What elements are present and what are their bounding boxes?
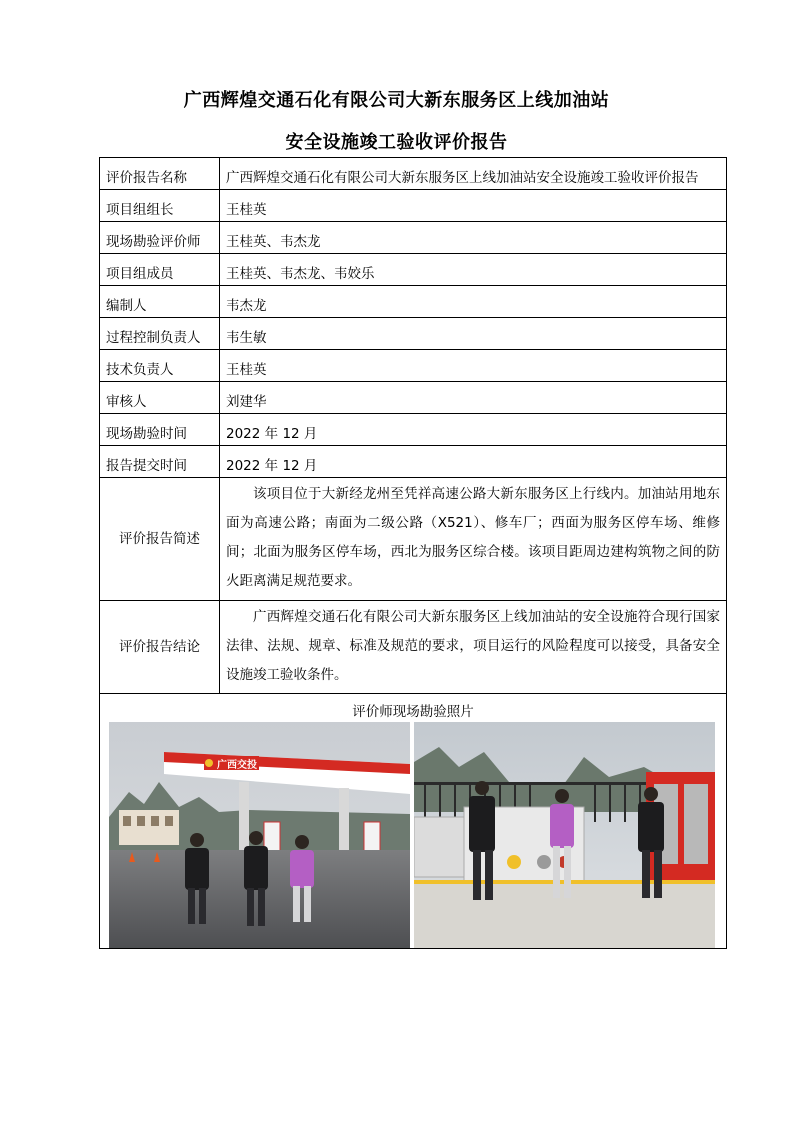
conclusion-text: 广西辉煌交通石化有限公司大新东服务区上线加油站的安全设施符合现行国家法律、法规、规章、标准及规范的要求，项目运行的风险程度可以接受，具备安全设施竣工验收条件。 — [220, 601, 727, 694]
table-row — [100, 190, 727, 222]
row-label: 现场勘验评价师 — [100, 222, 220, 254]
row-value: 王桂英、韦杰龙、韦姣乐 — [220, 254, 727, 286]
row-label: 报告提交时间 — [100, 446, 220, 478]
photos-caption: 评价师现场勘验照片 — [352, 704, 474, 720]
row-label: 项目组成员 — [100, 254, 220, 286]
table-row — [100, 446, 727, 478]
table-row — [100, 350, 727, 382]
report-info-table — [99, 157, 727, 949]
table-row — [100, 318, 727, 350]
row-label: 现场勘验时间 — [100, 414, 220, 446]
row-label: 过程控制负责人 — [100, 318, 220, 350]
row-value: 韦杰龙 — [220, 286, 727, 318]
table-row — [100, 254, 727, 286]
row-value: 王桂英、韦杰龙 — [220, 222, 727, 254]
row-value: 王桂英 — [220, 190, 727, 222]
row-label: 评价报告名称 — [100, 158, 220, 190]
row-label: 技术负责人 — [100, 350, 220, 382]
site-photo-canopy — [109, 722, 410, 948]
row-value: 王桂英 — [220, 350, 727, 382]
summary-label: 评价报告简述 — [100, 478, 220, 601]
canopy-sign-text: 广西交投 — [217, 760, 257, 771]
row-value: 韦生敏 — [220, 318, 727, 350]
row-value: 刘建华 — [220, 382, 727, 414]
photos-cell — [100, 694, 727, 949]
conclusion-row — [100, 601, 727, 694]
summary-row — [100, 478, 727, 601]
document-title-line1: 广西辉煌交通石化有限公司大新东服务区上线加油站 — [183, 90, 610, 111]
photos-row — [100, 694, 727, 949]
row-label: 审核人 — [100, 382, 220, 414]
table-row — [100, 414, 727, 446]
row-value: 2022 年 12 月 — [220, 414, 727, 446]
conclusion-label: 评价报告结论 — [100, 601, 220, 694]
row-value: 广西辉煌交通石化有限公司大新东服务区上线加油站安全设施竣工验收评价报告 — [220, 158, 727, 190]
summary-text: 该项目位于大新经龙州至凭祥高速公路大新东服务区上行线内。加油站用地东面为高速公路；南面为二级公路（X521）、修车厂；西面为服务区停车场、维修间；北面为服务区停车场，西北为服务区综合楼。该项目距周边建构筑物之间的防火距离满足规范要求。 — [220, 478, 727, 601]
row-value: 2022 年 12 月 — [220, 446, 727, 478]
table-row — [100, 382, 727, 414]
table-row — [100, 286, 727, 318]
document-title-line2: 安全设施竣工验收评价报告 — [285, 132, 508, 153]
table-row — [100, 158, 727, 190]
site-photo-equipment — [414, 722, 715, 948]
row-label: 项目组组长 — [100, 190, 220, 222]
row-label: 编制人 — [100, 286, 220, 318]
table-row — [100, 222, 727, 254]
